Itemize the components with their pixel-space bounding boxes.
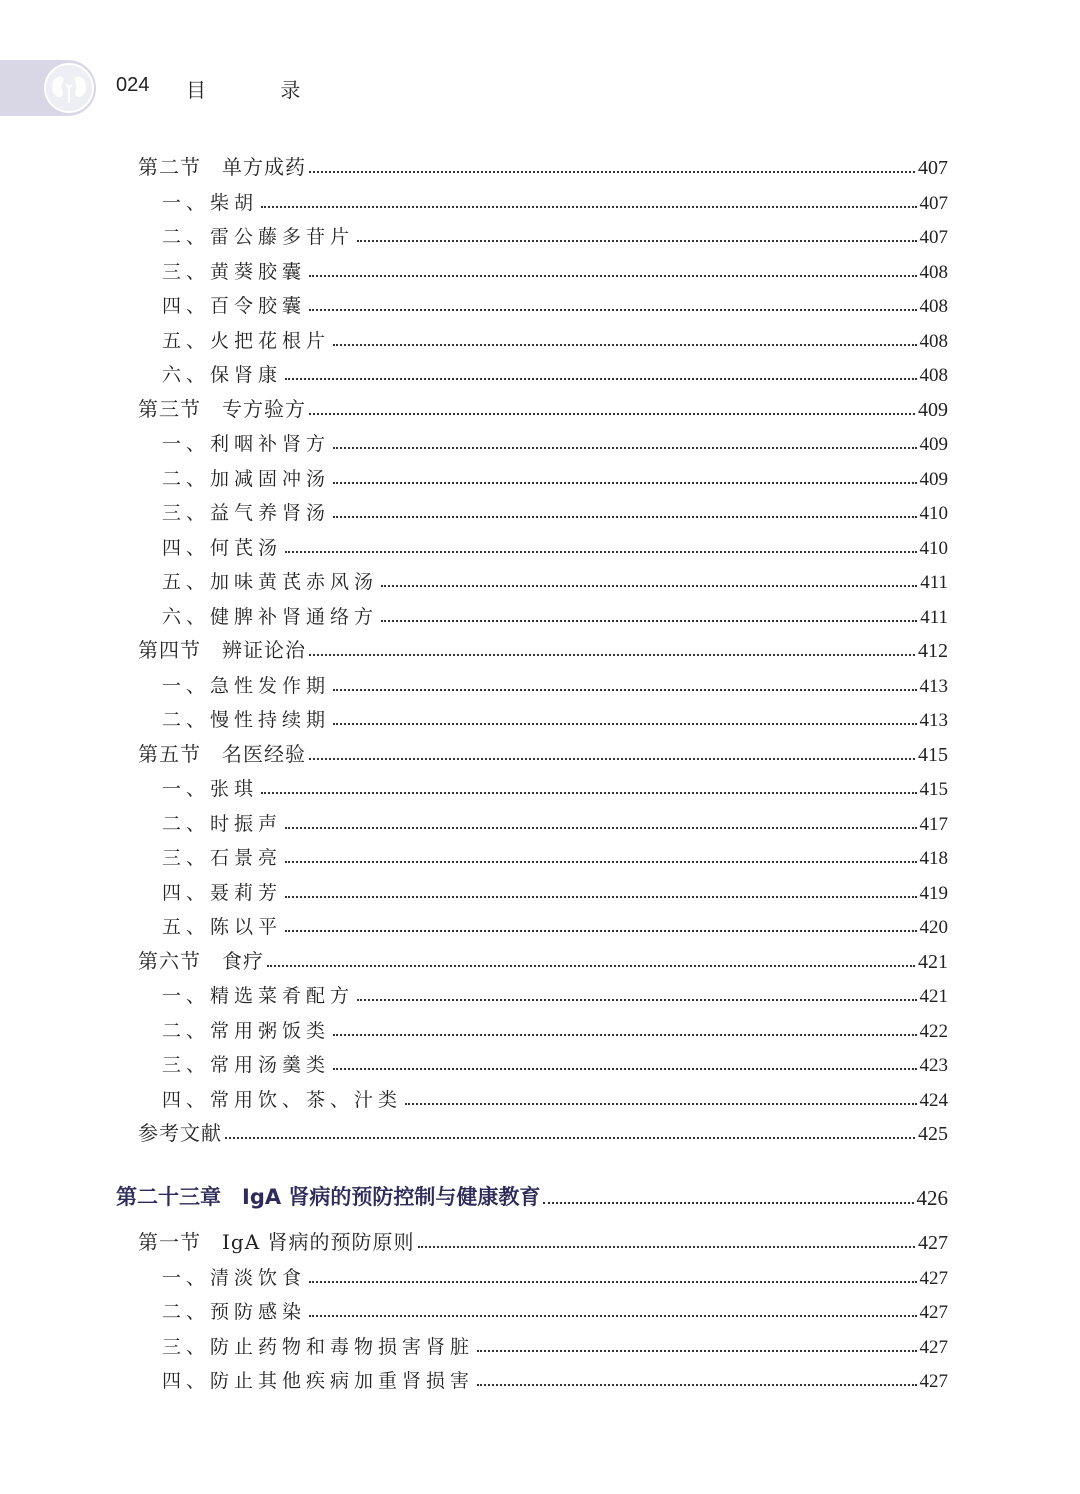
toc-chapter-row <box>116 1183 948 1211</box>
toc-entry-title: 三、益气养肾汤 <box>162 502 331 524</box>
toc-page-number: 407 <box>919 192 948 214</box>
toc-item-row <box>162 566 948 594</box>
toc-page-number: 415 <box>919 779 948 800</box>
toc-item-row <box>162 359 948 387</box>
toc-page-number: 410 <box>919 537 948 559</box>
toc-item-row <box>162 187 948 215</box>
toc-section-row <box>138 152 948 180</box>
toc-page-number: 421 <box>918 950 948 973</box>
dot-leader <box>309 1315 916 1317</box>
toc-page-number: 422 <box>919 1020 948 1042</box>
toc-entry-title: 第五节 名医经验 <box>138 741 306 766</box>
toc-item-row <box>162 911 948 939</box>
dot-leader <box>333 516 916 518</box>
toc-item-row <box>162 221 948 249</box>
toc-entry-title: 二、时振声 <box>162 812 283 835</box>
toc-entry-title: 五、火把花根片 <box>162 329 331 352</box>
dot-leader <box>381 620 917 622</box>
toc-entry-title: 四、何芪汤 <box>162 536 283 559</box>
toc-entry-title: 二、预防感染 <box>162 1301 307 1323</box>
dot-leader <box>285 896 916 898</box>
toc-item-row <box>162 463 948 491</box>
toc-page-number: 408 <box>919 330 948 352</box>
toc-item-row <box>162 325 948 353</box>
dot-leader <box>333 689 916 691</box>
dot-leader <box>309 275 916 277</box>
toc-item-row <box>162 290 948 318</box>
toc-entry-title: 三、石景亮 <box>162 847 283 869</box>
toc-item-row <box>162 497 948 525</box>
dot-leader <box>309 171 915 173</box>
toc-page-number: 427 <box>919 1336 948 1358</box>
toc-entry-title: 四、常用饮、茶、汁类 <box>162 1088 403 1111</box>
toc-page-number: 410 <box>919 503 948 524</box>
dot-leader <box>309 309 916 311</box>
toc-item-row <box>162 808 948 836</box>
dot-leader <box>285 861 916 863</box>
toc-item-row <box>162 877 948 905</box>
toc-section-row <box>138 739 948 767</box>
toc-entry-title: 二、加减固冲汤 <box>162 467 331 490</box>
toc-entry-title: 一、急性发作期 <box>162 674 331 697</box>
dot-leader <box>309 654 915 656</box>
toc-item-row <box>162 1296 948 1324</box>
toc-item-row <box>162 704 948 732</box>
toc-entry-title: 一、清淡饮食 <box>162 1266 307 1289</box>
toc-item-row <box>162 1365 948 1393</box>
toc-page-number: 427 <box>919 1302 948 1323</box>
toc-entry-title: 参考文献 <box>138 1121 222 1145</box>
toc-page-number: 408 <box>919 261 948 283</box>
toc-page-number: 407 <box>919 227 948 248</box>
toc-entry-title: 一、张琪 <box>162 778 259 800</box>
toc-section-row <box>138 1118 948 1146</box>
toc-page-number: 408 <box>919 296 948 317</box>
toc-item-row <box>162 428 948 456</box>
toc-page-number: 425 <box>918 1123 948 1145</box>
toc-entry-title: 第二十三章 IgA 肾病的预防控制与健康教育 <box>116 1184 541 1209</box>
toc-page-number: 419 <box>919 882 948 904</box>
toc-page-number: 411 <box>920 572 948 593</box>
dot-leader <box>477 1350 916 1352</box>
toc-page-number: 409 <box>918 398 948 421</box>
dot-leader <box>285 827 916 829</box>
toc-entry-title: 三、防止药物和毒物损害肾脏 <box>162 1335 475 1358</box>
dot-leader <box>285 551 916 553</box>
toc-page-number: 426 <box>916 1185 948 1210</box>
toc-item-row <box>162 1331 948 1359</box>
dot-leader <box>261 206 916 208</box>
page-number: 024 <box>116 74 150 96</box>
toc-page-number: 427 <box>919 1267 948 1289</box>
toc-page-number: 418 <box>919 848 948 869</box>
toc-page-number: 407 <box>918 157 948 179</box>
toc-entry-title: 二、慢性持续期 <box>162 709 331 731</box>
toc-entry-title: 三、常用汤羹类 <box>162 1054 331 1076</box>
toc-section-row <box>138 635 948 663</box>
toc-page-number: 412 <box>918 640 948 662</box>
toc-entry-title: 六、健脾补肾通络方 <box>162 605 379 628</box>
toc-entry-title: 第四节 辨证论治 <box>138 638 306 662</box>
dot-leader <box>309 758 915 760</box>
toc-page-number: 424 <box>919 1089 948 1111</box>
dot-leader <box>285 930 916 932</box>
toc-entry-title: 一、利咽补肾方 <box>162 433 331 455</box>
toc-entry-title: 三、黄葵胶囊 <box>162 260 307 283</box>
toc-page-number: 427 <box>918 1232 948 1254</box>
toc-page-number: 411 <box>920 606 948 628</box>
toc-page-number: 420 <box>919 917 948 938</box>
toc-entry-title: 二、雷公藤多苷片 <box>162 226 355 248</box>
toc-item-row <box>162 256 948 284</box>
toc-item-row <box>162 1015 948 1043</box>
toc-page-number: 423 <box>919 1055 948 1076</box>
toc-page-number: 421 <box>919 986 948 1007</box>
toc-entry-title: 第二节 单方成药 <box>138 155 306 179</box>
toc-entry-title: 五、加味黄芪赤风汤 <box>162 571 379 593</box>
dot-leader <box>477 1384 916 1386</box>
toc-item-row <box>162 532 948 560</box>
dot-leader <box>381 585 917 587</box>
toc-item-row <box>162 1084 948 1112</box>
dot-leader <box>309 413 915 415</box>
dot-leader <box>333 1034 916 1036</box>
toc-item-row <box>162 980 948 1008</box>
toc-entry-title: 六、保肾康 <box>162 364 283 386</box>
dot-leader <box>405 1103 916 1105</box>
toc-section-row <box>138 394 948 422</box>
dot-leader <box>261 792 916 794</box>
page-title: 目 录 <box>186 78 335 102</box>
toc-item-row <box>162 773 948 801</box>
toc-page-number: 413 <box>919 675 948 697</box>
toc-item-row <box>162 601 948 629</box>
toc-entry-title: 第一节 IgA 肾病的预防原则 <box>138 1230 415 1254</box>
dot-leader <box>357 999 916 1001</box>
toc-section-row <box>138 1227 948 1255</box>
toc-page-number: 415 <box>918 743 948 766</box>
dot-leader <box>285 378 916 380</box>
toc-entry-title: 第六节 食疗 <box>138 948 264 973</box>
dot-leader <box>333 723 916 725</box>
toc-page-number: 413 <box>919 710 948 731</box>
toc-entry-title: 五、陈以平 <box>162 916 283 938</box>
dot-leader <box>543 1202 913 1204</box>
dot-leader <box>418 1246 915 1248</box>
toc-page-number: 427 <box>919 1371 948 1392</box>
toc-item-row <box>162 1262 948 1290</box>
toc-entry-title: 一、柴胡 <box>162 191 259 214</box>
dot-leader <box>225 1137 915 1139</box>
kidney-icon <box>44 63 94 113</box>
toc-entry-title: 一、精选菜肴配方 <box>162 985 355 1007</box>
dot-leader <box>333 1068 916 1070</box>
toc-page-number: 409 <box>919 468 948 490</box>
dot-leader <box>333 344 916 346</box>
toc-entry-title: 四、防止其他疾病加重肾损害 <box>162 1370 475 1392</box>
dot-leader <box>267 965 915 967</box>
toc-entry-title: 第三节 专方验方 <box>138 396 306 421</box>
toc-entry-title: 四、聂莉芳 <box>162 881 283 904</box>
toc-page-number: 408 <box>919 365 948 386</box>
toc-page-number: 409 <box>919 434 948 455</box>
dot-leader <box>357 240 916 242</box>
dot-leader <box>333 482 916 484</box>
toc-entry-title: 二、常用粥饭类 <box>162 1019 331 1042</box>
toc-page-number: 417 <box>919 813 948 835</box>
dot-leader <box>333 447 916 449</box>
toc-item-row <box>162 670 948 698</box>
toc-item-row <box>162 1049 948 1077</box>
toc-entry-title: 四、百令胶囊 <box>162 295 307 317</box>
dot-leader <box>309 1281 916 1283</box>
toc-item-row <box>162 842 948 870</box>
toc-section-row <box>138 946 948 974</box>
